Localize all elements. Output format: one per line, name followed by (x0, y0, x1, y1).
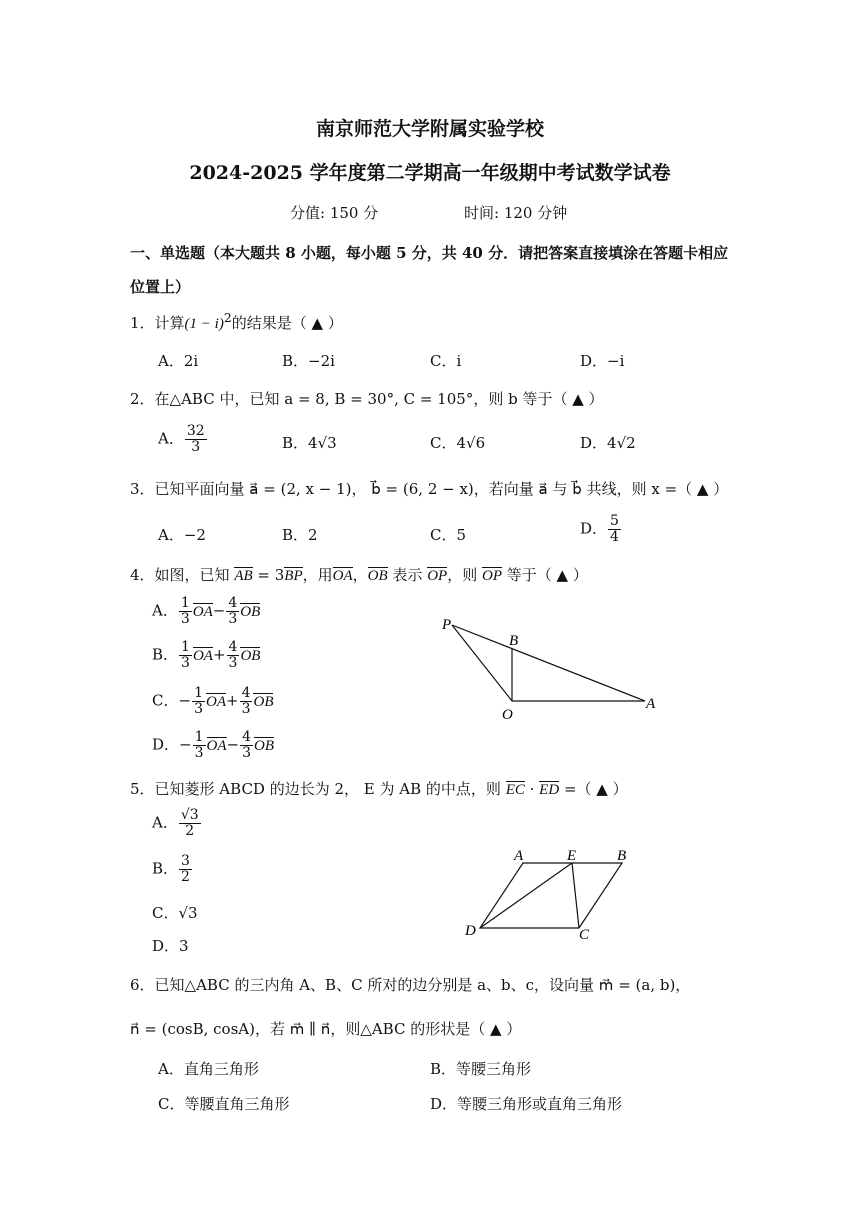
q4-a-vec1: OA (192, 603, 213, 620)
q4-d-frac1 (193, 730, 206, 761)
q4-option-b[interactable] (152, 640, 260, 671)
q4-stem-use: ，用 (302, 566, 333, 584)
q1-option-d[interactable]: D．−i (580, 352, 625, 370)
q5-dot: · (524, 780, 540, 798)
q4-a-frac2 (226, 596, 239, 627)
label-p: P (442, 617, 452, 633)
q5-a-label: A． (152, 813, 178, 832)
q5-a-numerator: √3 (180, 807, 199, 823)
q1-exponent: 2 (223, 310, 232, 325)
q4-option-c[interactable] (152, 686, 273, 717)
q4-figure (430, 605, 670, 730)
q4-c-op: + (225, 691, 239, 710)
q4-c-frac2 (240, 686, 253, 717)
q3-option-b[interactable]: B．2 (282, 526, 318, 544)
q4-d-frac2 (240, 730, 253, 761)
q4-a-den1: 3 (180, 611, 190, 627)
q5-option-c[interactable]: C．√3 (152, 904, 198, 922)
q1-option-c[interactable]: C．i (430, 352, 462, 370)
segment-ec (572, 863, 579, 928)
q4-a-vec2: OB (240, 603, 261, 620)
q4-vector-oa: OA (332, 568, 353, 584)
q5-option-d[interactable]: D．3 (152, 937, 189, 955)
q4-b-frac2 (227, 640, 240, 671)
q4-stem-end: 等于（ ▲ ） (501, 566, 588, 584)
q4-a-num2: 4 (228, 595, 238, 611)
q4-stem-prefix: 4．如图，已知 (130, 566, 235, 584)
label-d: D (465, 923, 476, 939)
label-c: C (579, 927, 590, 943)
q2-option-b[interactable]: B．4√3 (282, 434, 337, 452)
time-label: 时间: 120 分钟 (464, 204, 568, 222)
q2-option-c[interactable]: C．4√6 (430, 434, 486, 452)
q4-b-num2: 4 (228, 639, 238, 655)
q4-stem-mid: = 3 (252, 566, 285, 584)
q4-a-den2: 3 (228, 611, 238, 627)
q5-a-fraction (179, 808, 201, 839)
q4-d-num1: 1 (194, 729, 204, 745)
question-1-stem (130, 310, 343, 333)
q4-vector-bp: BP (284, 568, 303, 584)
q4-d-den1: 3 (194, 745, 204, 761)
q3-option-a[interactable]: A．−2 (158, 526, 206, 544)
question-6-stem-line-2: n⃗ = (cosB, cosA)，若 m⃗ ∥ n⃗，则△ABC 的形状是（ ▲ ） (130, 1020, 522, 1038)
q5-b-numerator: 3 (181, 853, 190, 869)
q4-b-den1: 3 (181, 655, 190, 671)
q4-stem-sep: ， (352, 566, 368, 584)
q4-d-sign: − (179, 735, 192, 754)
q3-d-denominator: 4 (610, 529, 619, 545)
question-6-stem-line-1: 6．已知△ABC 的三内角 A、B、C 所对的边分别是 a、b、c，设向量 m⃗ = (a, b)， (130, 976, 691, 994)
q4-stem-rep: 表示 (387, 566, 428, 584)
segment-pa (452, 625, 645, 701)
q6-option-b[interactable]: B．等腰三角形 (430, 1060, 532, 1078)
q2-a-denominator: 3 (191, 439, 201, 455)
label-a: A (646, 696, 656, 712)
q4-d-den2: 3 (242, 745, 252, 761)
q6-option-c[interactable]: C．等腰直角三角形 (158, 1095, 290, 1113)
q4-stem-then: ，则 (447, 566, 482, 584)
q1-stem-suffix: 的结果是（ ▲ ） (231, 314, 343, 332)
q5-vector-ed: ED (539, 782, 560, 798)
q5-vector-ec: EC (505, 782, 525, 798)
q4-b-frac1 (179, 640, 192, 671)
q5-b-denominator: 2 (181, 869, 190, 885)
q4-vector-ab: AB (234, 568, 253, 584)
question-2-stem: 2．在△ABC 中，已知 a = 8, B = 30°, C = 105°，则 b 等于（ ▲ ） (130, 390, 604, 408)
q4-c-num1: 1 (194, 685, 203, 701)
q4-option-a[interactable] (152, 596, 260, 627)
q6-option-a[interactable]: A．直角三角形 (158, 1060, 259, 1078)
q5-option-a[interactable] (152, 808, 202, 839)
q5-b-label: B． (152, 859, 179, 878)
question-5-stem (130, 778, 628, 799)
q2-a-fraction (185, 424, 207, 455)
q6-option-d[interactable]: D．等腰三角形或直角三角形 (430, 1095, 623, 1113)
q4-b-vec2: OB (240, 647, 261, 664)
q3-d-numerator: 5 (610, 513, 619, 529)
section-heading: 一、单选题（本大题共 8 小题，每小题 5 分，共 40 分．请把答案直接填涂在答题卡相应位置上） (130, 244, 729, 296)
q1-stem-prefix: 1．计算 (130, 314, 185, 332)
q4-vector-op-2: OP (481, 568, 502, 584)
q4-vector-ob: OB (367, 568, 388, 584)
q4-c-den2: 3 (241, 701, 251, 717)
q5-a-denominator: 2 (185, 823, 195, 839)
q5-option-b[interactable] (152, 854, 193, 885)
label-b: B (509, 633, 519, 649)
exam-title: 2024-2025 学年度第二学期高一年级期中考试数学试卷 (189, 162, 671, 184)
q4-d-label: D． (152, 735, 180, 754)
q2-option-d[interactable]: D．4√2 (580, 434, 636, 452)
q4-c-num2: 4 (241, 685, 251, 701)
q4-b-den2: 3 (228, 655, 238, 671)
label-e: E (567, 848, 577, 864)
q2-option-a[interactable] (158, 424, 208, 455)
q4-a-frac1 (179, 596, 192, 627)
q4-b-vec1: OA (192, 647, 213, 664)
q5-b-fraction (179, 854, 192, 885)
q3-option-d[interactable] (580, 514, 622, 545)
q4-c-label: C． (152, 691, 179, 710)
q4-a-op: − (212, 601, 226, 620)
q5-stem-end: =（ ▲ ） (559, 780, 628, 798)
q4-b-num1: 1 (181, 639, 190, 655)
label-a: A (514, 848, 524, 864)
question-3-stem: 3．已知平面向量 a⃗ = (2, x − 1)， b⃗ = (6, 2 − x)，若向量 a⃗ 与 b⃗ 共线，则 x =（ ▲ ） (130, 480, 729, 498)
q4-d-op: − (226, 735, 240, 754)
q5-figure (455, 845, 645, 945)
q1-option-b[interactable]: B．−2i (282, 352, 335, 370)
q4-a-label: A． (152, 601, 178, 620)
q1-expression: (1 − i) (184, 316, 224, 332)
label-b: B (617, 848, 627, 864)
q1-option-a[interactable]: A．2i (158, 352, 199, 370)
q4-c-den1: 3 (194, 701, 203, 717)
question-4-stem (130, 564, 588, 585)
q4-c-frac1 (192, 686, 205, 717)
q4-c-vec1: OA (205, 693, 226, 710)
q2-a-numerator: 32 (186, 423, 205, 439)
label-o: O (502, 707, 513, 723)
q4-a-num1: 1 (180, 595, 190, 611)
school-name: 南京师范大学附属实验学校 (315, 118, 544, 140)
q3-d-fraction (608, 514, 621, 545)
q4-b-label: B． (152, 645, 179, 664)
q5-stem-prefix: 5．已知菱形 ABCD 的边长为 2， E 为 AB 的中点，则 (130, 780, 506, 798)
q4-c-vec2: OB (253, 693, 274, 710)
q4-d-num2: 4 (242, 729, 252, 745)
segment-ed (480, 863, 572, 928)
q2-a-label: A． (158, 429, 184, 448)
q3-d-label: D． (580, 519, 608, 538)
q4-b-op: + (212, 645, 226, 664)
q4-d-vec2: OB (254, 737, 275, 754)
score-label: 分值: 150 分 (290, 204, 379, 222)
q4-vector-op: OP (427, 568, 448, 584)
q4-d-vec1: OA (206, 737, 227, 754)
q4-c-sign: − (178, 691, 192, 710)
q4-option-d[interactable] (152, 730, 274, 761)
rhombus-abcd (480, 863, 622, 928)
q3-option-c[interactable]: C．5 (430, 526, 467, 544)
